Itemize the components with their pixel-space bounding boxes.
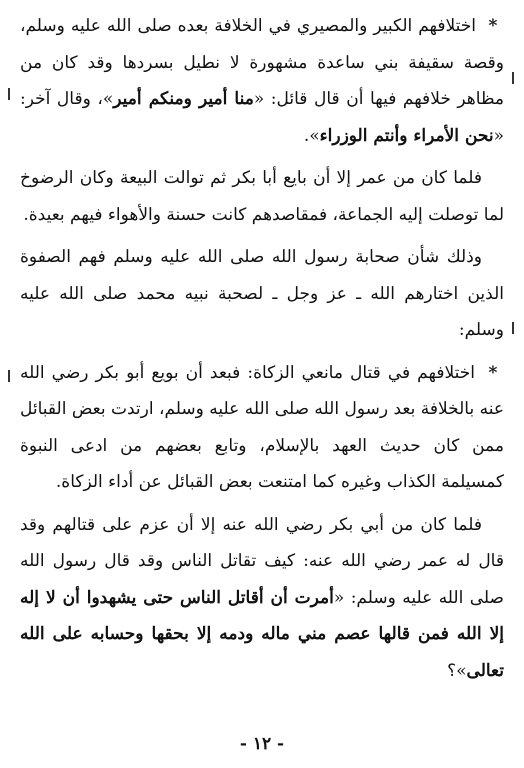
paragraph-zakat-dispute	[20, 355, 504, 501]
hadith-bold: أمرت أن أقاتل الناس حتى يشهدوا أن لا إله إلا الله فمن قالها عصم مني ماله ودمه إلا بحقها وحسابه على الله تعالى	[20, 587, 504, 681]
text: فلما كان من أبي بكر رضي الله عنه إلا أن عزم على قتالهم وقد قال له عمر رضي الله عنه: كيف تقاتل الناس وقد قال رسول الله صلى الله عليه وسلم: «	[20, 514, 504, 608]
quote-bold: نحن الأمراء وأنتم الوزراء	[319, 125, 494, 146]
page-number: - ١٢ -	[239, 734, 285, 754]
scan-edge-mark	[8, 88, 10, 100]
text: اختلافهم في قتال مانعي الزكاة: فبعد أن بويع أبو بكر رضي الله عنه بالخلافة بعد رسول الله صلى الله عليه وسلم، ارتدت بعض القبائل ممن كان حديث العهد بالإسلام، وتابع بعضهم من ادعى النبوة كمسيلمة الكذاب وغيره كما امتنعت بعض القبائل عن أداء الزكاة.	[20, 362, 504, 492]
paragraph-bayah: فلما كان من عمر إلا أن بايع أبا بكر ثم توالت البيعة وكان الرضوخ لما توصلت إليه الجماعة، فمقاصدهم كانت حسنة والأهواء فيهم بعيدة.	[20, 168, 504, 225]
text: »؟	[447, 660, 467, 681]
text: ».	[303, 125, 320, 146]
text: اختلافهم الكبير والمصيري في الخلافة بعده صلى الله عليه وسلم، وقصة سقيفة بني ساعدة مشهورة لا نطيل بسردها وقد كان من مظاهر خلافهم فيها أن قال قائل: «	[20, 16, 504, 109]
scan-edge-mark	[8, 370, 10, 382]
scan-edge-mark	[512, 72, 514, 84]
text: »، وقال آخر: «	[20, 89, 504, 146]
paragraph-hadith	[20, 507, 504, 690]
star-bullet: *	[488, 362, 498, 383]
quote-bold: منا أمير ومنكم أمير	[113, 89, 254, 109]
page-body	[20, 8, 504, 728]
star-bullet: *	[488, 16, 498, 36]
paragraph-caliphate-dispute	[20, 8, 504, 154]
scan-edge-mark	[512, 322, 514, 334]
paragraph-companions: وذلك شأن صحابة رسول الله صلى الله عليه وسلم فهم الصفوة الذين اختارهم الله ـ عز وجل ـ لصحبة نبيه محمد صلى الله عليه وسلم:	[20, 247, 504, 340]
